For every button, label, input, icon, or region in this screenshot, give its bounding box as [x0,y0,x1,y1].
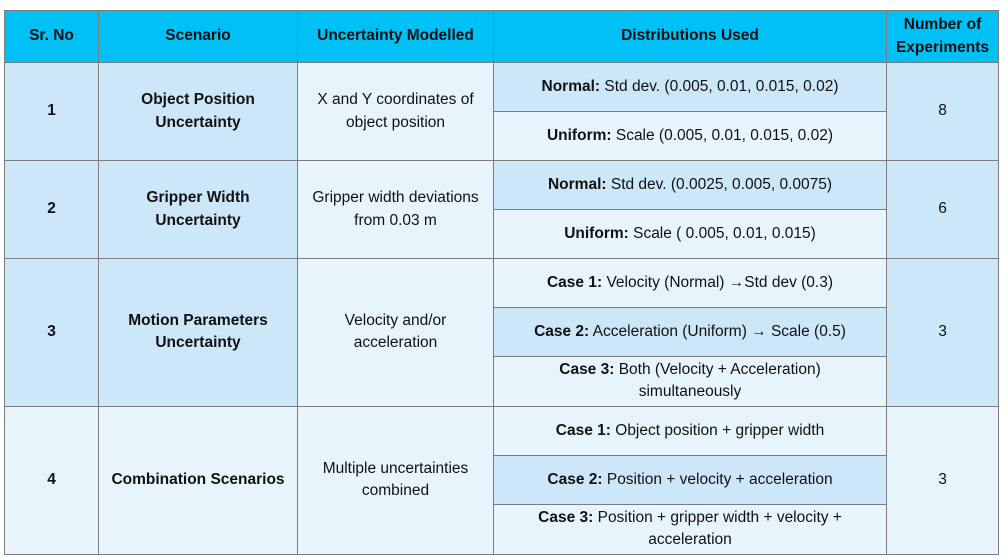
sr-cell: 3 [5,259,99,407]
distribution-cell: Case 1: Object position + gripper width [494,406,887,455]
scenario-cell: Combination Scenarios [99,406,298,554]
scenario-cell: Gripper Width Uncertainty [99,161,298,259]
experiments-table [4,10,999,555]
distribution-cell: Case 2: Acceleration (Uniform) → Scale (0.5) [494,308,887,357]
table-row [5,161,999,210]
distribution-cell: Case 3: Position + gripper width + velocity + acceleration [494,504,887,554]
distribution-cell: Case 2: Position + velocity + acceleration [494,455,887,504]
experiments-cell: 8 [887,63,999,161]
header-scenario: Scenario [99,11,298,63]
sr-cell: 4 [5,406,99,554]
experiments-cell: 3 [887,259,999,407]
sr-cell: 1 [5,63,99,161]
uncertainty-cell: Velocity and/or acceleration [298,259,494,407]
uncertainty-cell: Gripper width deviations from 0.03 m [298,161,494,259]
distribution-cell: Case 1: Velocity (Normal) →Std dev (0.3) [494,259,887,308]
scenario-cell: Motion Parameters Uncertainty [99,259,298,407]
header-row [5,11,999,63]
distribution-cell: Uniform: Scale ( 0.005, 0.01, 0.015) [494,210,887,259]
table-row [5,259,999,308]
header-distributions: Distributions Used [494,11,887,63]
header-experiments: Number of Experiments [887,11,999,63]
header-sr-no: Sr. No [5,11,99,63]
distribution-cell: Uniform: Scale (0.005, 0.01, 0.015, 0.02) [494,112,887,161]
experiments-cell: 3 [887,406,999,554]
table-row [5,63,999,112]
uncertainty-cell: Multiple uncertainties combined [298,406,494,554]
distribution-cell: Normal: Std dev. (0.0025, 0.005, 0.0075) [494,161,887,210]
header-uncertainty: Uncertainty Modelled [298,11,494,63]
experiments-cell: 6 [887,161,999,259]
distribution-cell: Normal: Std dev. (0.005, 0.01, 0.015, 0.02) [494,63,887,112]
distribution-cell: Case 3: Both (Velocity + Acceleration) simultaneously [494,357,887,407]
table-row [5,406,999,455]
scenario-cell: Object Position Uncertainty [99,63,298,161]
uncertainty-cell: X and Y coordinates of object position [298,63,494,161]
sr-cell: 2 [5,161,99,259]
